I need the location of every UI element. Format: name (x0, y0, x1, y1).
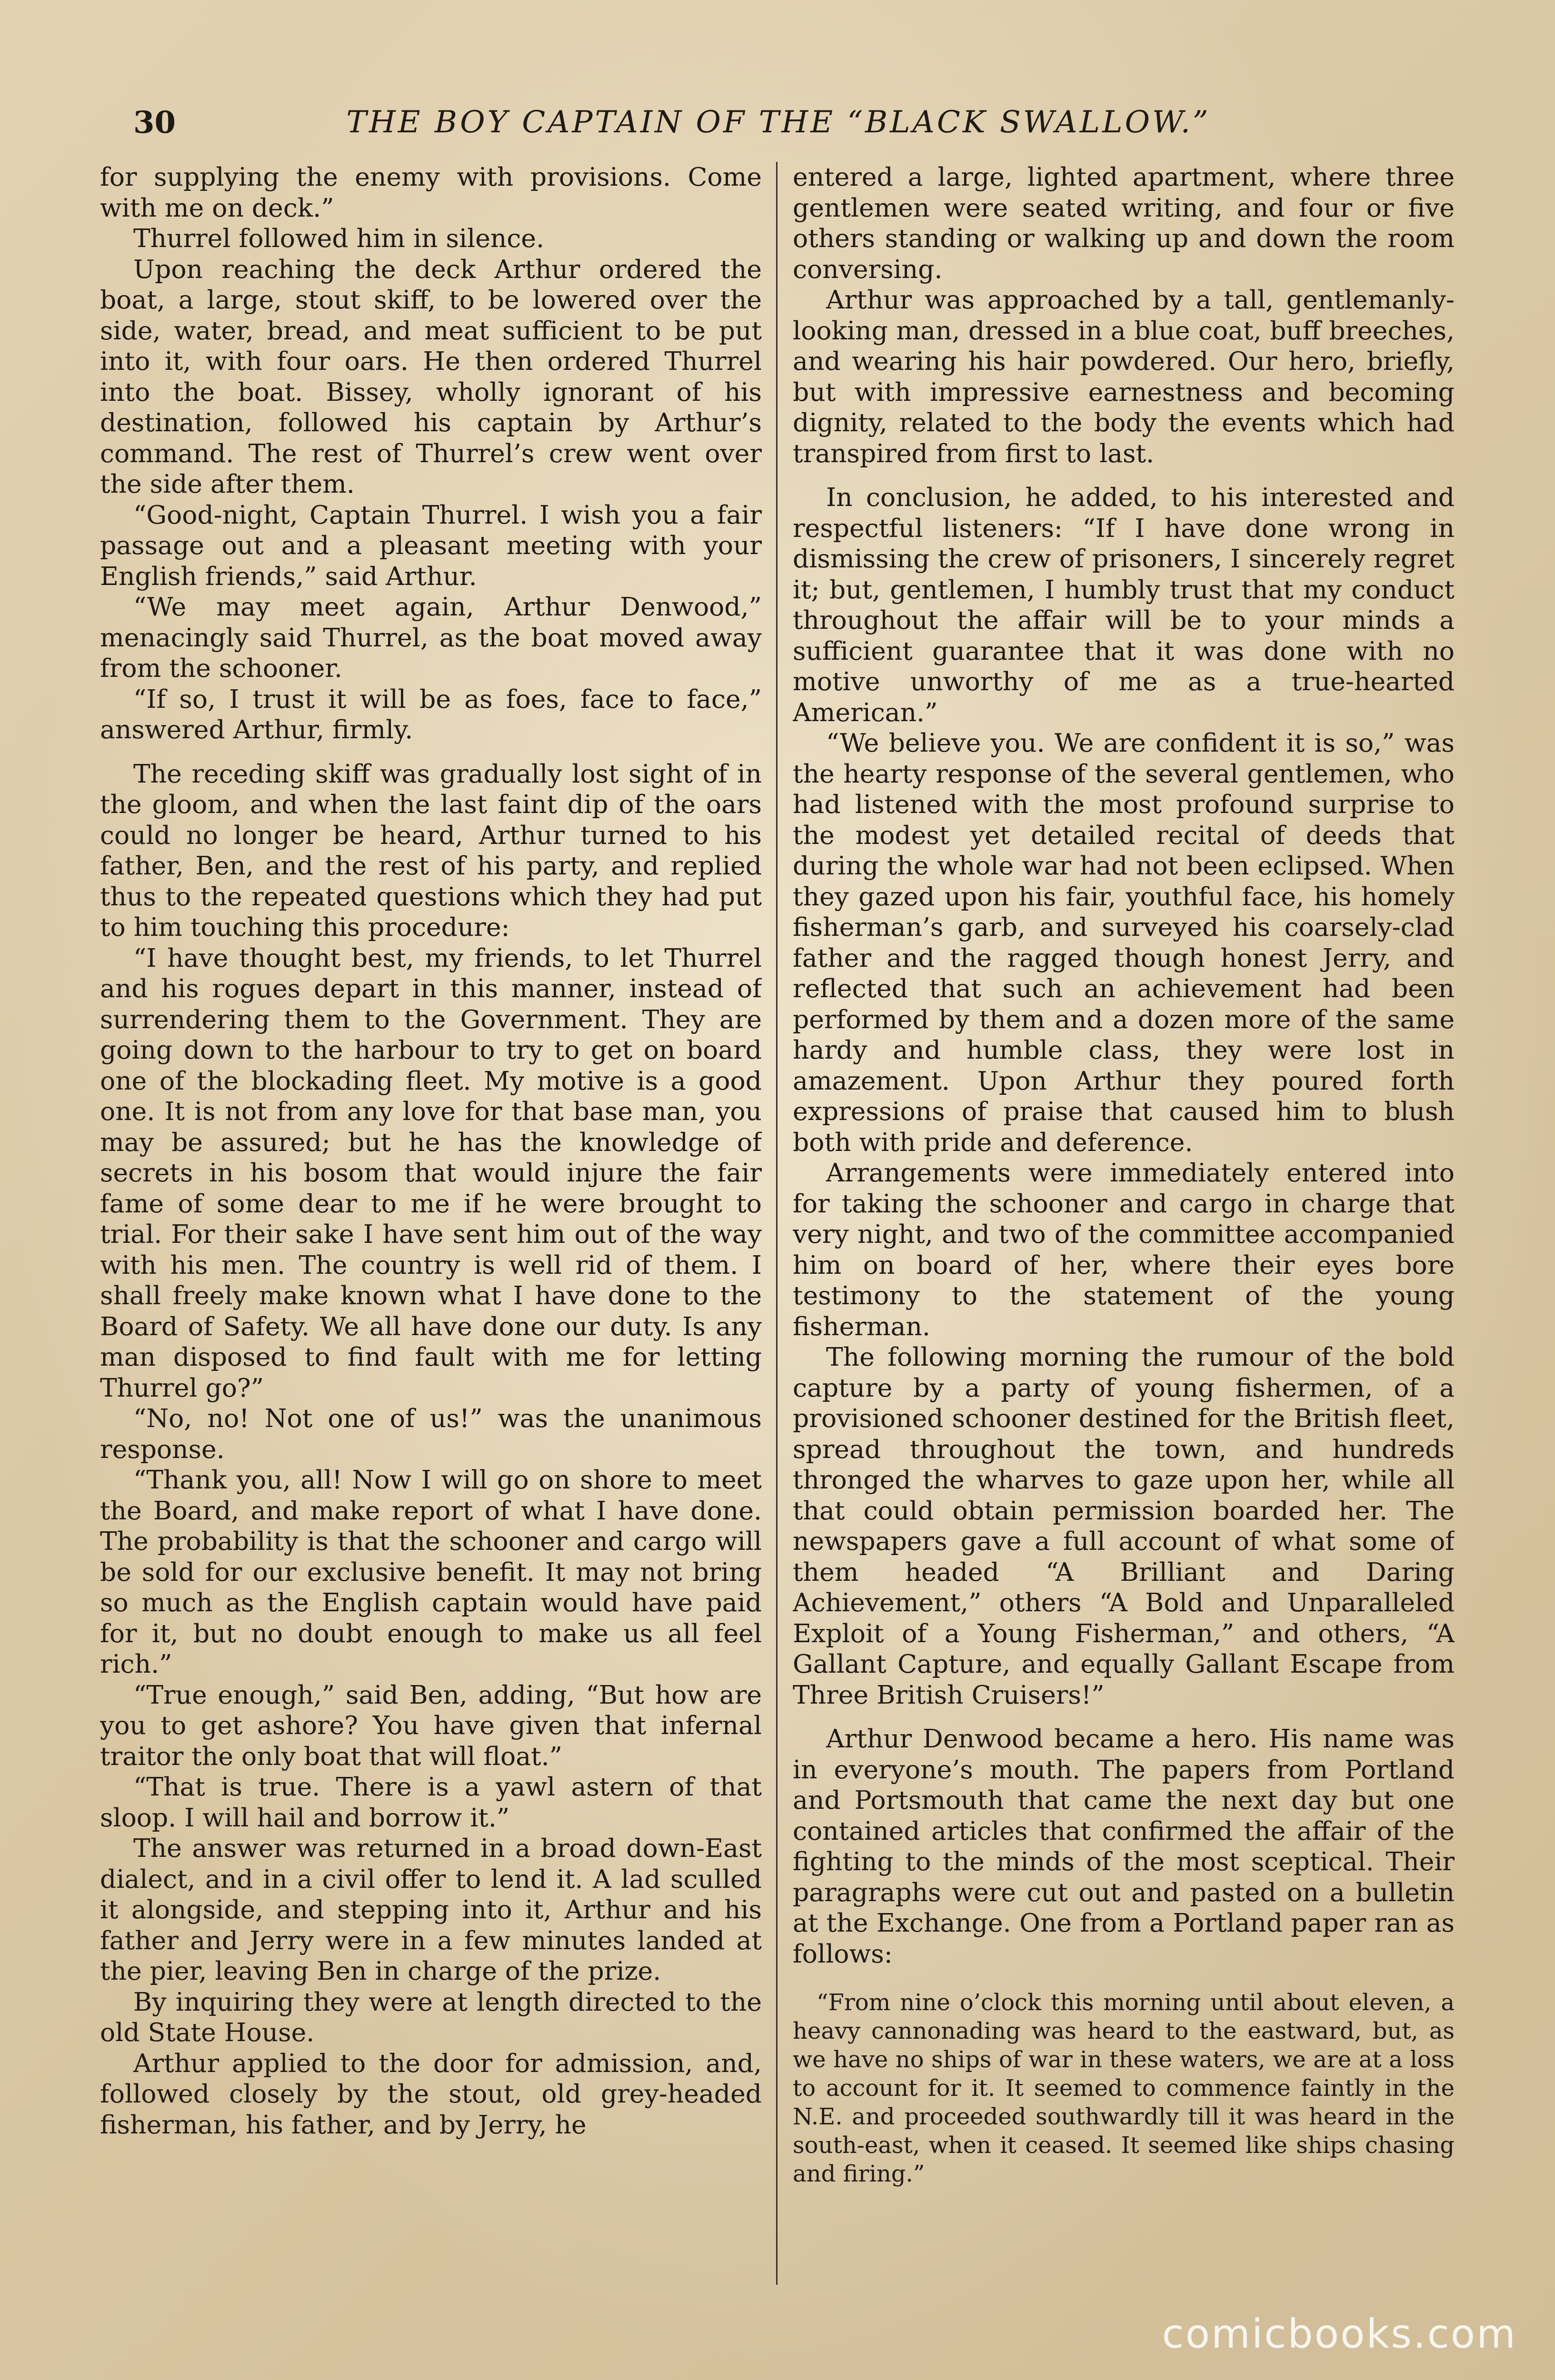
paragraph: By inquiring they were at length directed to the old State House. (100, 1986, 762, 2047)
paragraph: entered a large, lighted apartment, where three gentlemen were seated writing, and four or five others standing or walking up and down the room conversing. (793, 162, 1455, 284)
quoted-newspaper-excerpt: “From nine o’clock this morning until about eleven, a heavy cannonading was heard to the eastward, but, as we have no ships of war in these waters, we are at a loss to account for it. It seemed to commence faintly in the N.E. and proceeded southwardly till it was heard in the south-east, when it ceased. It seemed like ships chasing and firing.” (793, 1989, 1455, 2187)
paragraph: Arthur applied to the door for admission, and, followed closely by the stout, old grey-headed fisherman, his father, and by Jerry, he (100, 2048, 762, 2140)
paragraph: “I have thought best, my friends, to let Thurrel and his rogues depart in this manner, instead of surrendering them to the Government. They are going down to the harbour to try to get on board one of the blockading fleet. My motive is a good one. It is not from any love for that base man, you may be assured; but he has the knowledge of secrets in his bosom that would injure the fair fame of some dear to me if he were brought to trial. For their sake I have sent him out of the way with his men. The country is well rid of them. I shall freely make known what I have done to the Board of Safety. We all have done our duty. Is any man disposed to find fault with me for letting Thurrel go?” (100, 942, 762, 1403)
left-column (100, 162, 762, 2294)
paragraph: “We believe you. We are confident it is so,” was the hearty response of the several gentlemen, who had listened with the most profound surprise to the modest yet detailed recital of deeds that during the whole war had not been eclipsed. When they gazed upon his fair, youthful face, his homely fisherman’s garb, and surveyed his coarsely-clad father and the ragged though honest Jerry, and reflected that such an achievement had been performed by them and a dozen more of the same hardy and humble class, they were lost in amazement. Upon Arthur they poured forth expressions of praise that caused him to blush both with pride and deference. (793, 728, 1455, 1157)
paragraph: “If so, I trust it will be as foes, face to face,” answered Arthur, firmly. (100, 684, 762, 744)
paragraph: “True enough,” said Ben, adding, “But how are you to get ashore? You have given that infernal traitor the only boat that will float.” (100, 1679, 762, 1771)
paragraph: “No, no! Not one of us!” was the unanimous response. (100, 1403, 762, 1464)
paragraph: In conclusion, he added, to his interested and respectful listeners: “If I have done wrong in dismissing the crew of prisoners, I sincerely regret it; but, gentlemen, I humbly trust that my conduct throughout the affair will be to your minds a sufficient guarantee that it was done with no motive unworthy of me as a true-hearted American.” (793, 482, 1455, 727)
page-header (105, 95, 1452, 148)
right-column (793, 162, 1455, 2294)
paragraph: “Good-night, Captain Thurrel. I wish you a fair passage out and a pleasant meeting with your English friends,” said Arthur. (100, 499, 762, 591)
paragraph: for supplying the enemy with provisions. Come with me on deck.” (100, 162, 762, 223)
paragraph: Upon reaching the deck Arthur ordered the boat, a large, stout skiff, to be lowered over the side, water, bread, and meat sufficient to be put into it, with four oars. He then ordered Thurrel into the boat. Bissey, wholly ignorant of his destination, followed his captain by Arthur’s command. The rest of Thurrel’s crew went over the side after them. (100, 254, 762, 499)
column-divider (776, 162, 778, 2285)
paragraph: The answer was returned in a broad down-East dialect, and in a civil offer to lend it. A lad sculled it alongside, and stepping into it, Arthur and his father and Jerry were in a few minutes landed at the pier, leaving Ben in charge of the prize. (100, 1833, 762, 1986)
page-number: 30 (133, 105, 176, 140)
paragraph: “That is true. There is a yawl astern of that sloop. I will hail and borrow it.” (100, 1772, 762, 1833)
paragraph: Arthur Denwood became a hero. His name was in everyone’s mouth. The papers from Portland and Portsmouth that came the next day but one contained articles that confirmed the affair of the fighting to the minds of the most sceptical. Their paragraphs were cut out and pasted on a bulletin at the Exchange. One from a Portland paper ran as follows: (793, 1724, 1455, 1969)
paragraph: The following morning the rumour of the bold capture by a party of young fishermen, of a provisioned schooner destined for the British fleet, spread throughout the town, and hundreds thronged the wharves to gaze upon her, while all that could obtain permission boarded her. The newspapers gave a full account of what some of them headed “A Brilliant and Daring Achievement,” others “A Bold and Unparalleled Exploit of a Young Fisherman,” and others, “A Gallant Capture, and equally Gallant Escape from Three British Cruisers!” (793, 1342, 1455, 1710)
paragraph: Arthur was approached by a tall, gentlemanly-looking man, dressed in a blue coat, buff breeches, and wearing his hair powdered. Our hero, briefly, but with impressive earnestness and becoming dignity, related to the body the events which had transpired from first to last. (793, 285, 1455, 468)
running-title: THE BOY CAPTAIN OF THE “BLACK SWALLOW.” (346, 105, 1211, 140)
paragraph: Thurrel followed him in silence. (133, 223, 544, 253)
paragraph: “We may meet again, Arthur Denwood,” menacingly said Thurrel, as the boat moved away from the schooner. (100, 592, 762, 683)
paragraph: The receding skiff was gradually lost sight of in the gloom, and when the last faint dip of the oars could no longer be heard, Arthur turned to his father, Ben, and the rest of his party, and replied thus to the repeated questions which they had put to him touching this procedure: (100, 758, 762, 942)
paragraph: “Thank you, all! Now I will go on shore to meet the Board, and make report of what I have done. The probability is that the schooner and cargo will be sold for our exclusive benefit. It may not bring so much as the English captain would have paid for it, but no doubt enough to make us all feel rich.” (100, 1465, 762, 1679)
paragraph: Arrangements were immediately entered into for taking the schooner and cargo in charge that very night, and two of the committee accompanied him on board of her, where their eyes bore testimony to the statement of the young fisherman. (793, 1158, 1455, 1341)
site-watermark: comicbooks.com (1162, 2311, 1517, 2357)
